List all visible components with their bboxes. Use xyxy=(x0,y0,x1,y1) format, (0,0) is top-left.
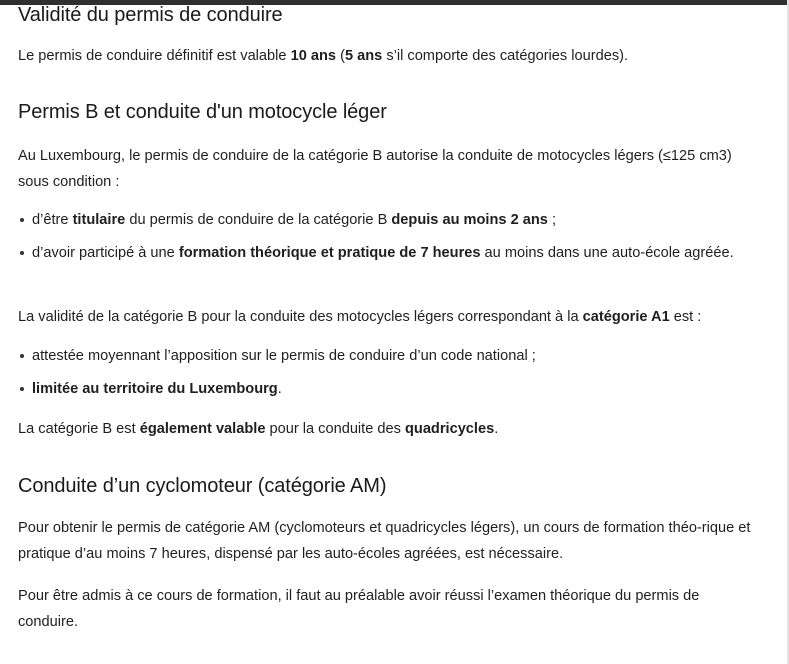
heading-cyclomoteur: Conduite d’un cyclomoteur (catégorie AM) xyxy=(18,475,387,497)
permis-b-intro: Au Luxembourg, le permis de conduire de la catégorie B autorise la conduite de motocycles légers (≤125 cm3) sous condition : xyxy=(18,148,732,190)
heading-permis-b: Permis B et conduite d'un motocycle léger xyxy=(18,101,387,123)
list-item: d’être titulaire du permis de conduire de la catégorie B depuis au moins 2 ans ; xyxy=(18,207,758,233)
quadricycles-paragraph: La catégorie B est également valable pour la conduite des quadricycles. xyxy=(18,421,499,437)
validity-paragraph: Le permis de conduire définitif est valable 10 ans (5 ans s’il comporte des catégories lourdes). xyxy=(18,48,629,64)
category-a1-paragraph: La validité de la catégorie B pour la conduite des motocycles légers correspondant à la catégorie A1 est : xyxy=(18,309,702,325)
validity-list xyxy=(18,343,758,402)
cyclomoteur-paragraph-2: Pour être admis à ce cours de formation, il faut au préalable avoir réussi l’examen théorique du permis de conduire. xyxy=(18,588,700,630)
list-item: limitée au territoire du Luxembourg. xyxy=(18,376,758,402)
conditions-list xyxy=(18,207,758,266)
list-item: attestée moyennant l’apposition sur le permis de conduire d’un code national ; xyxy=(18,343,758,369)
cyclomoteur-paragraph-1: Pour obtenir le permis de catégorie AM (cyclomoteurs et quadricycles légers), un cours de formation théo-rique et pratique d’au moins 7 heures, dispensé par les auto-écoles agréées, est nécessaire. xyxy=(18,520,751,562)
heading-validity: Validité du permis de conduire xyxy=(18,4,283,26)
list-item: d’avoir participé à une formation théorique et pratique de 7 heures au moins dans une auto-école agréée. xyxy=(18,240,758,266)
